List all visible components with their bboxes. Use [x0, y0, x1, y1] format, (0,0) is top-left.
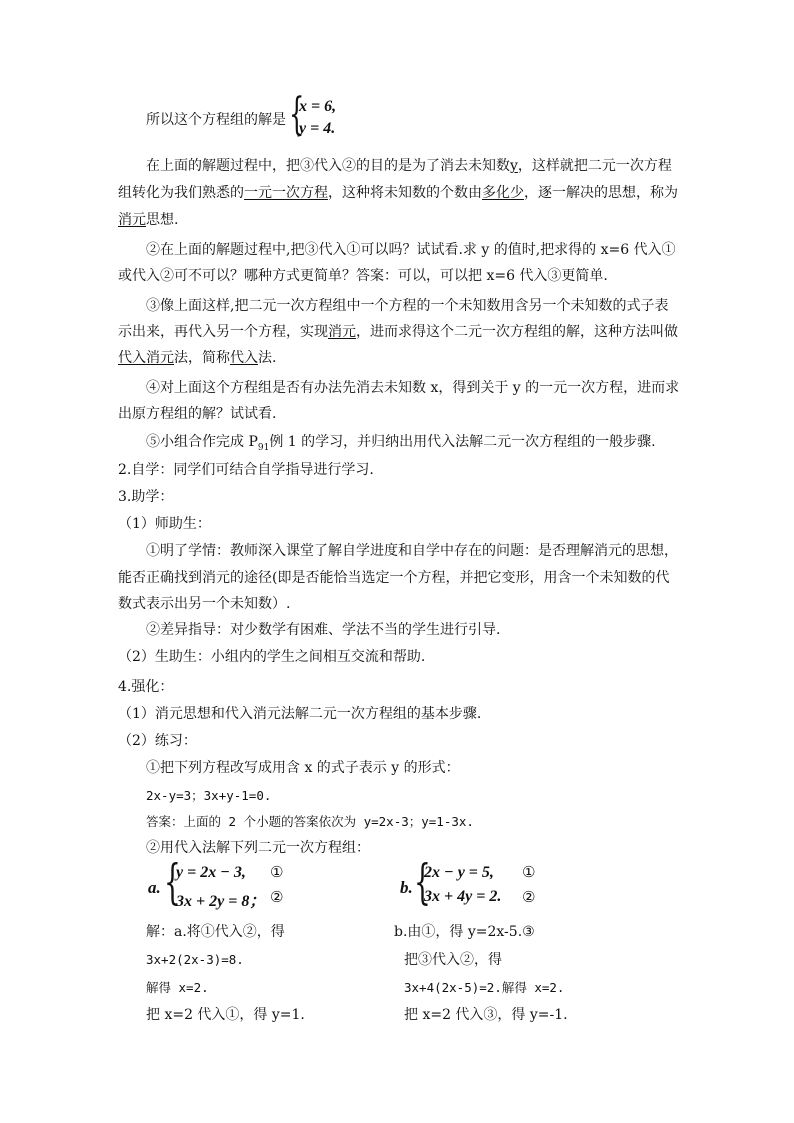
equation-marker: ② — [522, 888, 536, 906]
section-3-1-a-line3: 数式表示出另一个未知数）. — [118, 596, 291, 612]
underlined-term: 一元一次方程 — [244, 185, 328, 201]
solution-b-line3: 3x+4(2x-5)=2.解得 x=2. — [404, 980, 565, 995]
system-a-eq2: 3x + 2y = 8； — [176, 893, 266, 910]
section-2-self-study: 2.自学：同学们可结合自学指导进行学习. — [118, 462, 374, 478]
equation-marker: ② — [270, 888, 284, 906]
para-b-line1: ②在上面的解题过程中,把③代入①可以吗？试试看.求 y 的值时,把求得的 x=6 代入① — [146, 242, 676, 258]
para-b-line2: 或代入②可不可以？哪种方式更简单？答案：可以，可以把 x=6 代入③更简单. — [118, 268, 608, 284]
exercise-1-question: ①把下列方程改写成用含 x 的式子表示 y 的形式： — [146, 760, 460, 776]
equation-marker: ① — [522, 863, 536, 881]
system-a-eq1: y = 2x − 3, — [176, 864, 246, 881]
underlined-term: 代入消元 — [118, 350, 174, 366]
section-3-1-heading: （1）师助生： — [118, 516, 211, 532]
section-3-heading: 3.助学： — [118, 489, 174, 505]
left-brace: { — [414, 854, 431, 910]
para-c-line1: ③像上面这样,把二元一次方程组中一个方程的一个未知数用含另一个未知数的式子表 — [146, 298, 669, 314]
para-e-line: ⑤小组合作完成 $P_{91}$例 1 的学习，并归纳出用代入法解二元一次方程组的一般步骤. — [146, 434, 656, 453]
solution-b-line2: 把③代入②，得 — [404, 952, 502, 968]
section-3-1-b: ②差异指导：对少数学有困难、学法不当的学生进行引导. — [146, 622, 501, 638]
section-3-2: （2）生助生：小组内的学生之间相互交流和帮助. — [118, 649, 426, 665]
para-d-line1: ④对上面这个方程组是否有办法先消去未知数 x，得到关于 y 的一元一次方程，进而求 — [146, 380, 680, 396]
exercise-1-answer: 答案：上面的 2 个小题的答案依次为 y=2x-3；y=1-3x. — [146, 814, 474, 829]
system-a-label: a. — [148, 878, 161, 897]
solution-a-line3: 解得 x=2. — [146, 980, 209, 995]
para-c-line2: 示出来，再代入另一个方程，实现消元，进而求得这个二元一次方程组的解，这种方法叫做 — [118, 324, 678, 340]
system-b-eq2: 3x + 4y = 2. — [424, 888, 502, 905]
para-a-line1: 在上面的解题过程中，把③代入②的目的是为了消去未知数y，这样就把二元一次方程 — [146, 158, 672, 174]
para-d-line2: 出原方程组的解？试试看. — [118, 406, 277, 422]
exercise-2-question: ②用代入法解下列二元一次方程组： — [146, 840, 370, 856]
underlined-term: 代入 — [230, 350, 258, 366]
para-a-line2: 组转化为我们熟悉的一元一次方程，这种将未知数的个数由多化少，逐一解决的思想，称为 — [118, 185, 678, 201]
para-a-line3: 消元思想. — [118, 212, 179, 228]
left-brace: { — [289, 89, 305, 140]
section-4-1: （1）消元思想和代入消元法解二元一次方程组的基本步骤. — [118, 706, 482, 722]
solution-a-line4: 把 x=2 代入①，得 y=1. — [146, 1007, 305, 1023]
underlined-term: y — [510, 158, 518, 174]
section-3-1-a-line1: ①明了学情：教师深入课堂了解自学进度和自学中存在的问题：是否理解消元的思想， — [146, 543, 678, 559]
section-4-2: （2）练习： — [118, 733, 197, 749]
system-b-eq1: 2x − y = 5, — [424, 864, 494, 881]
section-4-heading: 4.强化： — [118, 679, 174, 695]
underlined-term: 多化少 — [482, 185, 524, 201]
left-brace: { — [164, 854, 181, 910]
para-c-line3: 代入消元法，简称代入法. — [118, 350, 277, 366]
system-b-label: b. — [400, 878, 413, 897]
solution-intro-text: 所以这个方程组的解是 — [146, 112, 286, 128]
solution-eq-x: x = 6, — [299, 98, 337, 115]
underlined-term: 消元 — [328, 324, 356, 340]
solution-a-line1: 解：a.将①代入②，得 — [146, 924, 285, 940]
solution-eq-y: y = 4. — [299, 120, 336, 137]
solution-a-line2: 3x+2(2x-3)=8. — [146, 952, 244, 967]
solution-b-line1: b.由①，得 y=2x-5.③ — [394, 924, 535, 940]
solution-b-line4: 把 x=2 代入③，得 y=-1. — [404, 1007, 568, 1023]
equation-marker: ① — [270, 863, 284, 881]
section-3-1-a-line2: 能否正确找到消元的途径(即是否能恰当选定一个方程，并把它变形，用含一个未知数的代 — [118, 570, 670, 586]
exercise-1-equations: 2x-y=3；3x+y-1=0. — [146, 788, 272, 803]
underlined-term: 消元 — [118, 212, 146, 228]
